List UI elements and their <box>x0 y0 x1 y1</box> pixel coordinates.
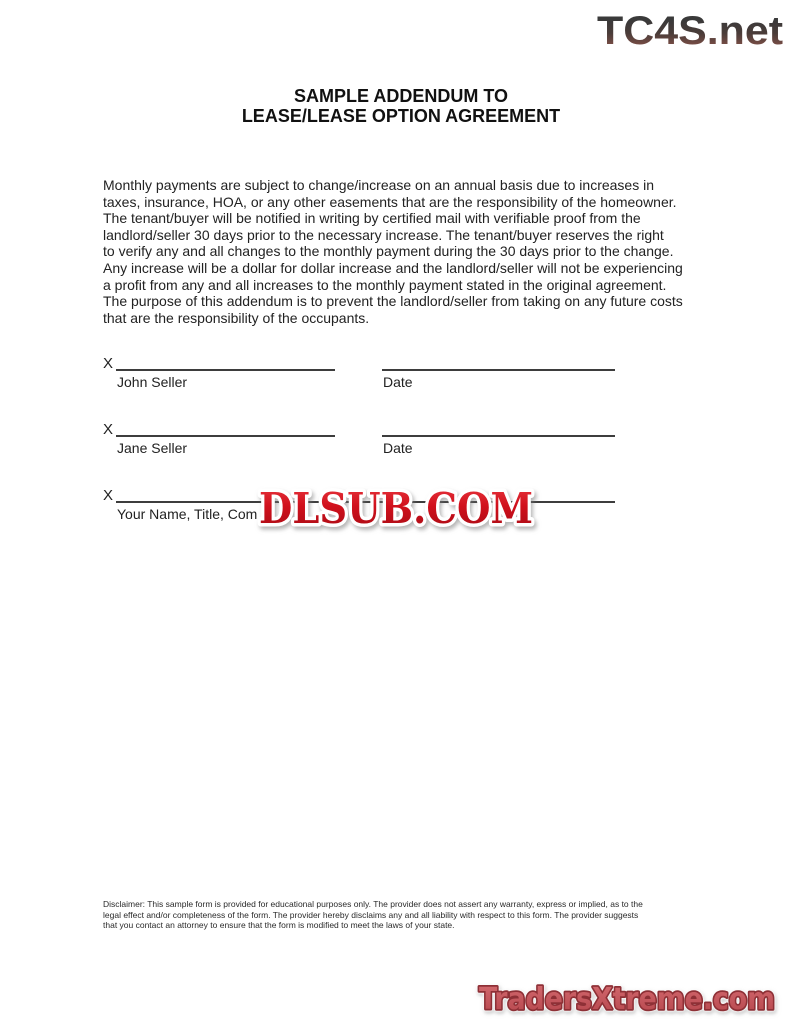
signature-3-name-label: Your Name, Title, Com <box>117 506 258 522</box>
body-paragraph <box>103 177 683 326</box>
dlsub-watermark-logo <box>246 472 546 540</box>
signature-line-1[interactable] <box>116 369 335 371</box>
paragraph-line: Any increase will be a dollar for dollar increase and the landlord/seller will not be experiencing <box>103 259 683 276</box>
paragraph-line: landlord/seller 30 days prior to the necessary increase. The tenant/buyer reserves the right <box>103 226 664 243</box>
signature-1-x-mark: X <box>103 355 114 372</box>
paragraph-line: The tenant/buyer will be notified in writing by certified mail with verifiable proof from the <box>103 210 641 227</box>
paragraph-line: to verify any and all changes to the monthly payment during the 30 days prior to the change. <box>103 243 674 260</box>
title-line: LEASE/LEASE OPTION AGREEMENT <box>241 106 561 126</box>
date-line-2[interactable] <box>382 435 615 437</box>
signature-3-x-mark: X <box>103 487 114 504</box>
disclaimer-text <box>103 899 643 931</box>
paragraph-line: Monthly payments are subject to change/increase on an annual basis due to increases in <box>103 177 655 193</box>
paragraph-line: a profit from any and all increases to the monthly payment stated in the original agreement. <box>103 276 667 293</box>
date-line-1[interactable] <box>382 369 615 371</box>
dlsub-watermark-text: DLSUB.COM <box>259 484 533 533</box>
tc4s-logo <box>578 2 788 54</box>
disclaimer-line: Disclaimer: This sample form is provided for educational purposes only. The provider does not assert any warranty, express or implied, as to the <box>103 899 643 909</box>
paragraph-line: that are the responsibility of the occupants. <box>103 309 370 326</box>
title-line: SAMPLE ADDENDUM TO <box>293 86 508 106</box>
signature-1-name-label: John Seller <box>117 374 188 390</box>
document-title <box>103 86 699 126</box>
paragraph-line: taxes, insurance, HOA, or any other easements that are the responsibility of the homeowner. <box>103 193 677 210</box>
tradersxtreme-logo-text: TradersXtreme.com <box>479 982 775 1017</box>
disclaimer-line: legal effect and/or completeness of the form. The provider hereby disclaims any and all liability with respect to this form. The provider suggests <box>103 909 639 920</box>
tc4s-logo-text: TC4S.net <box>597 9 783 53</box>
signature-2-x-mark: X <box>103 421 114 438</box>
signature-line-2[interactable] <box>116 435 335 437</box>
tradersxtreme-logo <box>462 976 791 1022</box>
signature-2-name-label: Jane Seller <box>117 440 188 456</box>
signature-1-date-label: Date <box>383 374 413 390</box>
paragraph-line: The purpose of this addendum is to prevent the landlord/seller from taking on any future costs <box>103 293 683 310</box>
disclaimer-line: that you contact an attorney to ensure that the form is modified to meet the laws of your state. <box>103 920 455 930</box>
signature-2-date-label: Date <box>383 440 413 456</box>
